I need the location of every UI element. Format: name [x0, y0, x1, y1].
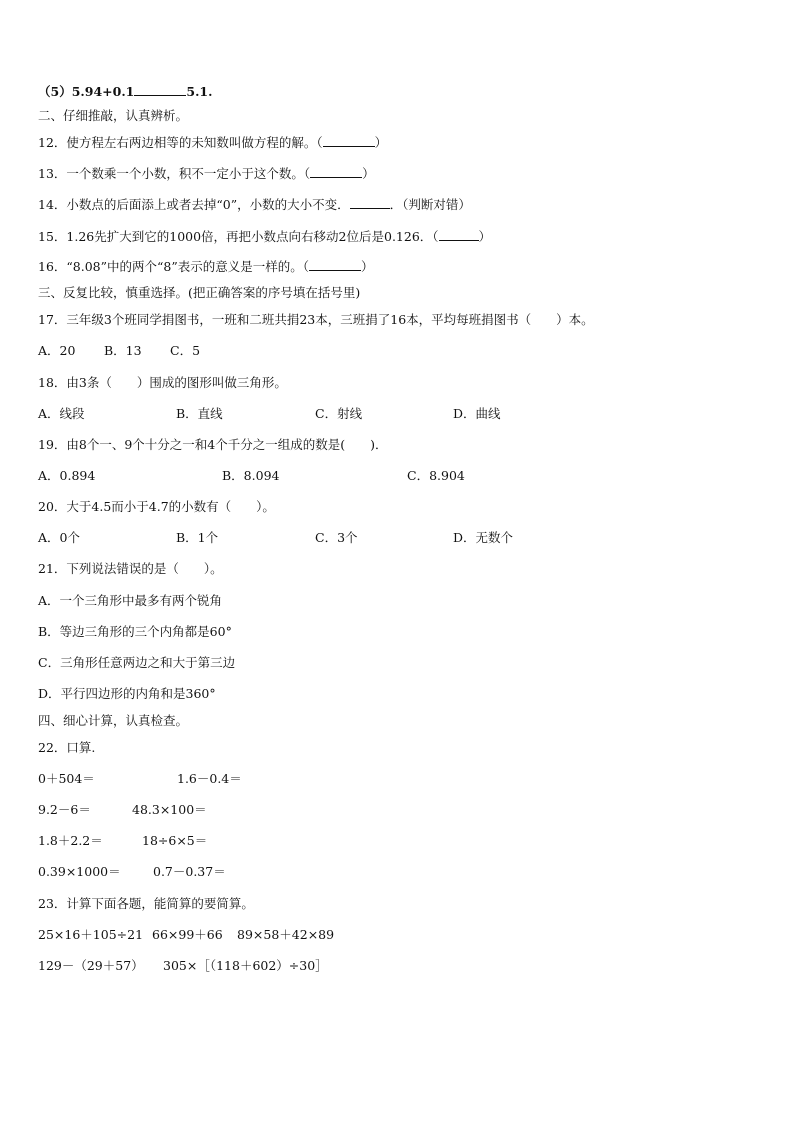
q12-blank[interactable] [323, 135, 375, 147]
q22-item: 0＋504＝ [38, 771, 95, 786]
q13-end: ） [362, 166, 375, 181]
q22-item: 48.3×100＝ [132, 802, 207, 817]
q23-item: 25×16＋105÷21 [38, 927, 144, 942]
q20-option-b[interactable]: B．1个 [176, 530, 219, 545]
section-2-heading: 二、仔细推敲，认真辨析。 [38, 108, 189, 123]
q16-text: 16．“8.08”中的两个“8”表示的意义是一样的。（ [38, 259, 310, 274]
q22-item: 0.7－0.37＝ [153, 864, 226, 879]
q15 [38, 229, 491, 245]
q21-option-d[interactable]: D．平行四边形的内角和是360° [38, 686, 216, 701]
q15-text: 15．1.26先扩大到它的1000倍，再把小数点向右移动2位后是0.126．（ [38, 229, 439, 244]
q20-option-c[interactable]: C．3个 [315, 530, 358, 545]
q22-item: 18÷6×5＝ [142, 833, 208, 848]
q18-text: 18．由3条（ ）围成的图形叫做三角形。 [38, 375, 287, 390]
q17-option-b[interactable]: B．13 [104, 343, 142, 358]
q20-option-d[interactable]: D．无数个 [453, 530, 514, 545]
q12 [38, 135, 387, 151]
q20-option-a[interactable]: A．0个 [38, 530, 80, 545]
q17-text: 17．三年级3个班同学捐图书，一班和二班共捐23本，三班捐了16本，平均每班捐图书（ ）本。 [38, 312, 594, 327]
q23-item: 129－（29＋57） [38, 958, 144, 973]
q20-text: 20．大于4.5而小于4.7的小数有（ ）。 [38, 499, 275, 514]
q12-end: ） [374, 135, 388, 150]
q22-item: 1.6－0.4＝ [177, 771, 242, 786]
q22-title: 22．口算. [38, 740, 96, 755]
q18-option-d[interactable]: D．曲线 [453, 406, 501, 421]
q18-option-c[interactable]: C．射线 [315, 406, 363, 421]
q19-text: 19．由8个一、9个十分之一和4个千分之一组成的数是( )． [38, 437, 388, 452]
q19-option-b[interactable]: B．8.094 [222, 468, 280, 483]
q21-option-c[interactable]: C．三角形任意两边之和大于第三边 [38, 655, 236, 670]
q16 [38, 259, 374, 275]
q18-option-a[interactable]: A．线段 [38, 406, 85, 421]
q5-blank[interactable] [134, 84, 186, 96]
q14-end: ．（判断对错） [389, 197, 471, 212]
q23-title: 23．计算下面各题，能简算的要简算。 [38, 896, 254, 911]
q13-blank[interactable] [310, 166, 362, 178]
q17-option-a[interactable]: A．20 [38, 343, 76, 358]
q17-option-c[interactable]: C．5 [170, 343, 201, 358]
q23-item: 89×58＋42×89 [237, 927, 335, 942]
q23-item: 305×［（118＋602）÷30］ [163, 958, 328, 973]
q5-prefix: （5）5.94+0.1 [38, 84, 135, 99]
q22-item: 1.8＋2.2＝ [38, 833, 103, 848]
q13 [38, 166, 375, 182]
q19-option-a[interactable]: A．0.894 [38, 468, 96, 483]
section-4-heading: 四、细心计算，认真检查。 [38, 713, 189, 728]
q13-text: 13．一个数乘一个小数，积不一定小于这个数。（ [38, 166, 311, 181]
q5-suffix: 5.1. [186, 84, 213, 99]
q12-text: 12．使方程左右两边相等的未知数叫做方程的解。（ [38, 135, 323, 150]
q14-text: 14．小数点的后面添上或者去掉“0”，小数的大小不变． [38, 197, 350, 212]
q21-text: 21．下列说法错误的是（ ）。 [38, 561, 223, 576]
section-3-heading: 三、反复比较，慎重选择。(把正确答案的序号填在括号里) [38, 285, 361, 300]
q19-option-c[interactable]: C．8.904 [407, 468, 465, 483]
q16-end: ） [361, 259, 374, 274]
q23-item: 66×99＋66 [152, 927, 223, 942]
q21-option-a[interactable]: A．一个三角形中最多有两个锐角 [38, 593, 223, 608]
q21-option-b[interactable]: B．等边三角形的三个内角都是60° [38, 624, 232, 639]
q15-blank[interactable] [439, 229, 479, 241]
q22-item: 0.39×1000＝ [38, 864, 121, 879]
q14-blank[interactable] [350, 197, 390, 209]
q22-item: 9.2－6＝ [38, 802, 91, 817]
q5-line [38, 84, 212, 100]
q18-option-b[interactable]: B．直线 [176, 406, 223, 421]
q16-blank[interactable] [309, 259, 361, 271]
q14 [38, 197, 471, 213]
q15-end: ） [478, 229, 492, 244]
